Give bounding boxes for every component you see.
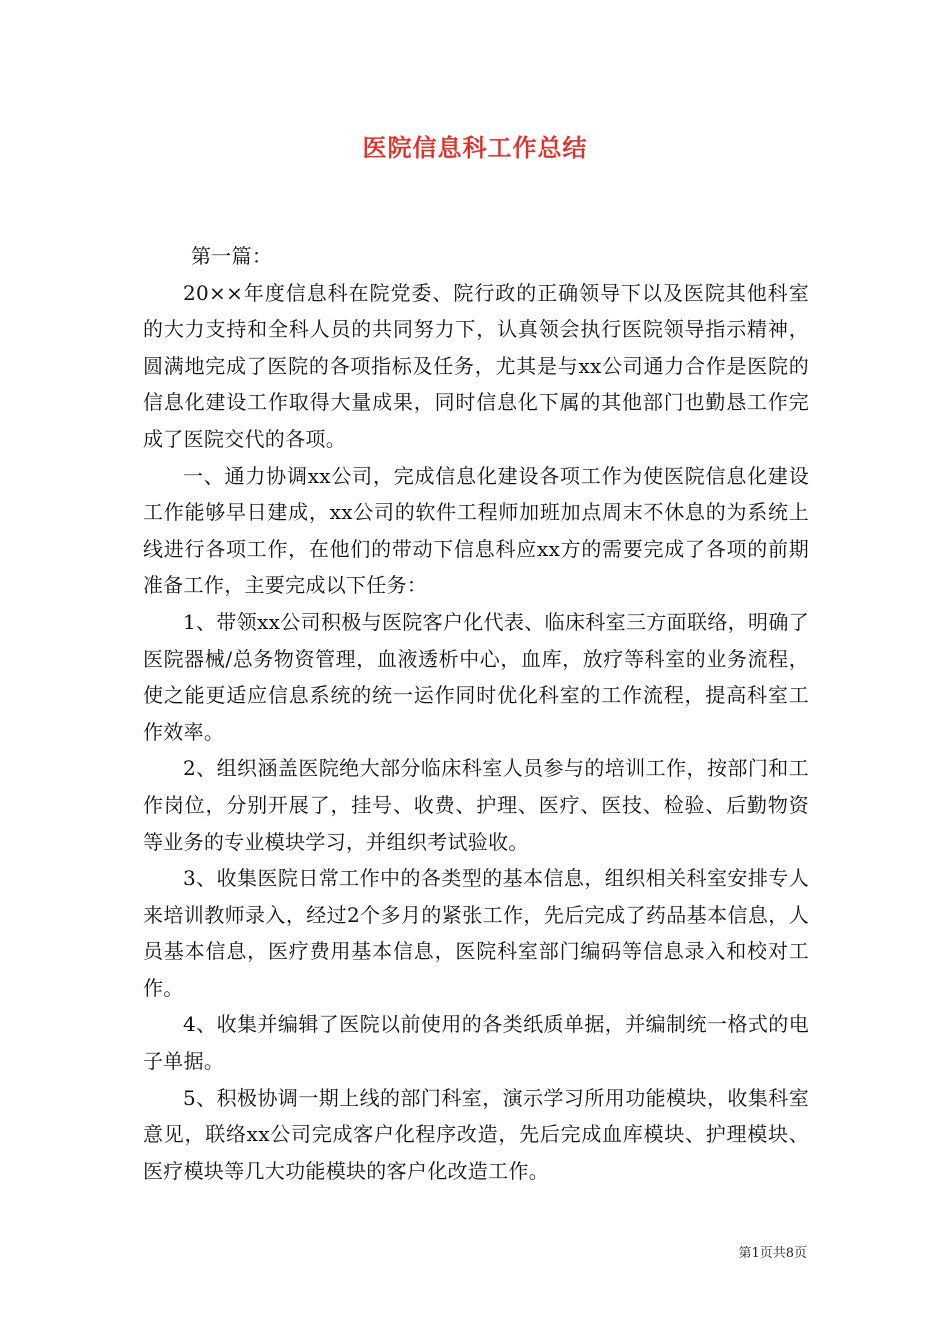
paragraph-section-one: 一、通力协调xx公司，完成信息化建设各项工作为使医院信息化建设工作能够早日建成，xx公司的软件工程师加班加点周末不休息的为系统上线进行各项工作，在他们的带动下信息科应xx方的需要完成了各项的前期准备工作，主要完成以下任务： (143, 463, 809, 598)
paragraph-item-1: 1、带领xx公司积极与医院客户化代表、临床科室三方面联络，明确了医院器械/总务物资管理，血液透析中心，血库，放疗等科室的业务流程，使之能更适应信息系统的统一运作同时优化科室的工作流程，提高科室工作效率。 (143, 609, 809, 744)
section-heading: 第一篇： (191, 244, 273, 268)
document-body (143, 238, 809, 1189)
document-title: 医院信息科工作总结 (362, 134, 588, 162)
paragraph-intro: 20××年度信息科在院党委、院行政的正确领导下以及医院其他科室的大力支持和全科人员的共同努力下，认真领会执行医院领导指示精神，圆满地完成了医院的各项指标及任务，尤其是与xx公司通力合作是医院的信息化建设工作取得大量成果，同时信息化下属的其他部门也勤恳工作完成了医院交代的各项。 (143, 280, 809, 451)
paragraph-item-4: 4、收集并编辑了医院以前使用的各类纸质单据，并编制统一格式的电子单据。 (143, 1012, 809, 1074)
paragraph-item-2: 2、组织涵盖医院绝大部分临床科室人员参与的培训工作，按部门和工作岗位，分别开展了，挂号、收费、护理、医疗、医技、检验、后勤物资等业务的专业模块学习，并组织考试验收。 (143, 756, 809, 854)
paragraph-item-5: 5、积极协调一期上线的部门科室，演示学习所用功能模块，收集科室意见，联络xx公司完成客户化程序改造，先后完成血库模块、护理模块、医疗模块等几大功能模块的客户化改造工作。 (143, 1085, 809, 1183)
page-number-footer: 第1页共8页 (738, 1246, 807, 1261)
paragraph-item-3: 3、收集医院日常工作中的各类型的基本信息，组织相关科室安排专人来培训教师录入，经过2个多月的紧张工作，先后完成了药品基本信息，人员基本信息，医疗费用基本信息，医院科室部门编码等信息录入和校对工作。 (143, 866, 809, 1000)
